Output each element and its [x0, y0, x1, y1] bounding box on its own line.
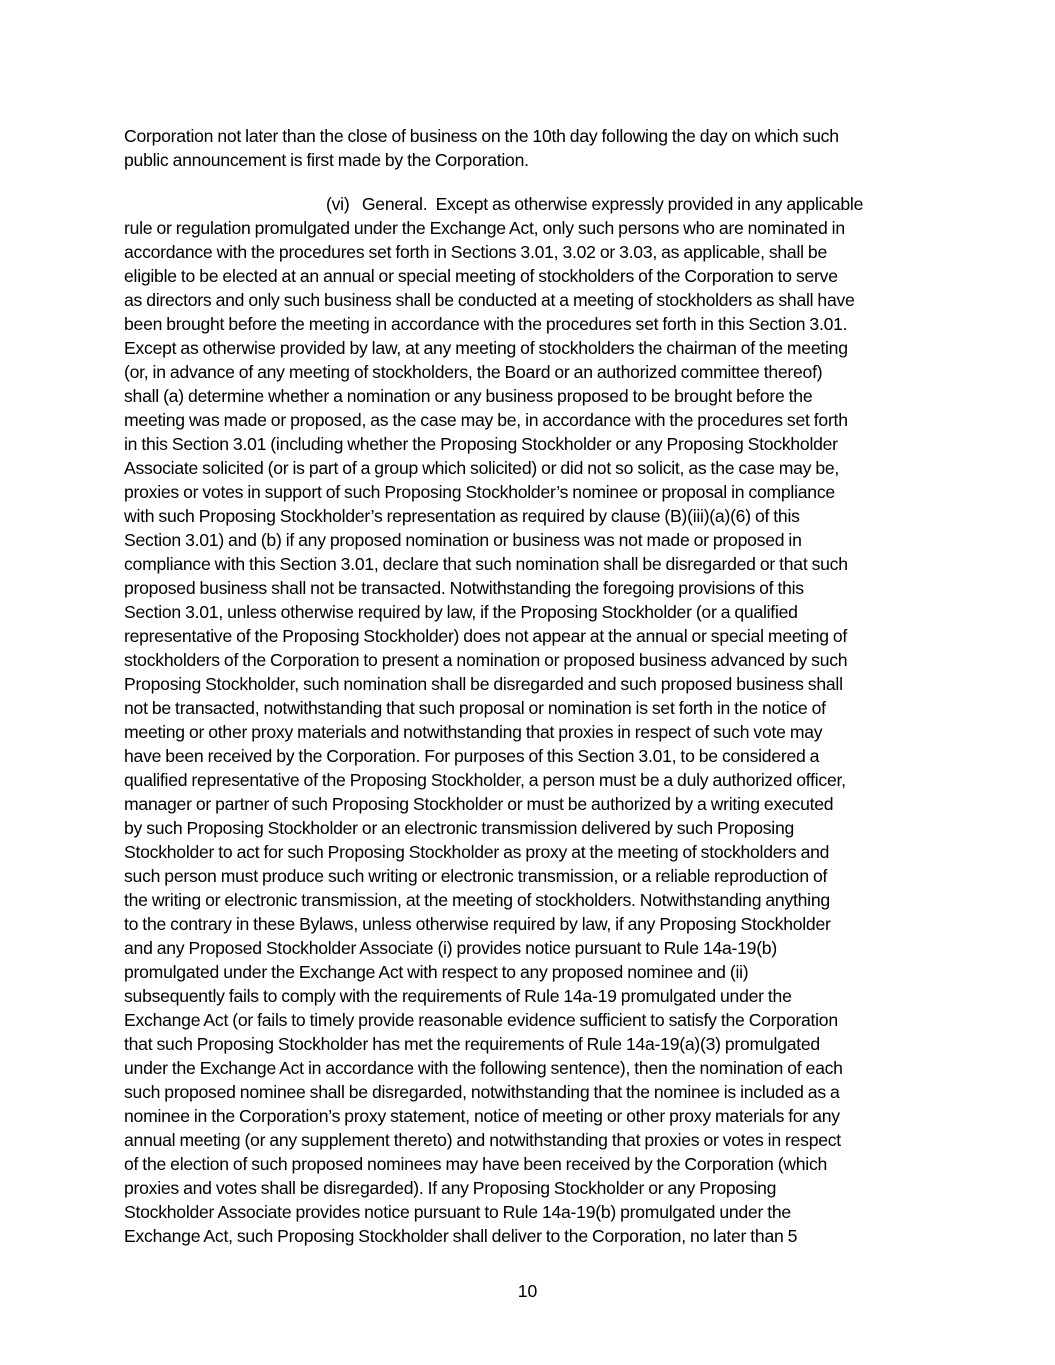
text-line: public announcement is first made by the Corporation.: [124, 150, 529, 170]
text-line: qualified representative of the Proposing Stockholder, a person must be a duly authorized officer,: [124, 770, 846, 790]
text-line: promulgated under the Exchange Act with respect to any proposed nominee and (ii): [124, 962, 749, 982]
continued-paragraph: [124, 124, 936, 172]
text-line: (or, in advance of any meeting of stockholders, the Board or an authorized committee thereof): [124, 362, 823, 382]
text-line: in this Section 3.01 (including whether the Proposing Stockholder or any Proposing Stockholder: [124, 434, 838, 454]
text-line: Exchange Act (or fails to timely provide reasonable evidence sufficient to satisfy the Corporation: [124, 1010, 838, 1030]
text-line: proxies and votes shall be disregarded). If any Proposing Stockholder or any Proposing: [124, 1178, 777, 1198]
text-line: shall (a) determine whether a nomination or any business proposed to be brought before the: [124, 386, 813, 406]
text-line: Proposing Stockholder, such nomination shall be disregarded and such proposed business shall: [124, 674, 843, 694]
text-line: subsequently fails to comply with the requirements of Rule 14a-19 promulgated under the: [124, 986, 792, 1006]
text-line: of the election of such proposed nominees may have been received by the Corporation (which: [124, 1154, 828, 1174]
text-line: have been received by the Corporation. For purposes of this Section 3.01, to be considered a: [124, 746, 820, 766]
text-line: not be transacted, notwithstanding that such proposal or nomination is set forth in the notice of: [124, 698, 826, 718]
text-line: the writing or electronic transmission, at the meeting of stockholders. Notwithstanding anything: [124, 890, 830, 910]
text-line: annual meeting (or any supplement thereto) and notwithstanding that proxies or votes in respect: [124, 1130, 841, 1150]
text-line: and any Proposed Stockholder Associate (i) provides notice pursuant to Rule 14a-19(b): [124, 938, 777, 958]
text-line: compliance with this Section 3.01, declare that such nomination shall be disregarded or that such: [124, 554, 848, 574]
text-line: to the contrary in these Bylaws, unless otherwise required by law, if any Proposing Stockholder: [124, 914, 831, 934]
text-line: with such Proposing Stockholder’s representation as required by clause (B)(iii)(a)(6) of this: [124, 506, 800, 526]
text-line: meeting was made or proposed, as the case may be, in accordance with the procedures set forth: [124, 410, 848, 430]
text-line: proposed business shall not be transacted. Notwithstanding the foregoing provisions of this: [124, 578, 804, 598]
text-line: such proposed nominee shall be disregarded, notwithstanding that the nominee is included as a: [124, 1082, 840, 1102]
section-vi-paragraph: [124, 192, 936, 1248]
text-line: such person must produce such writing or electronic transmission, or a reliable reproduction of: [124, 866, 828, 886]
text-line: Section 3.01) and (b) if any proposed nomination or business was not made or proposed in: [124, 530, 802, 550]
text-line: accordance with the procedures set forth in Sections 3.01, 3.02 or 3.03, as applicable, shall be: [124, 242, 827, 262]
text-line: Corporation not later than the close of business on the 10th day following the day on which such: [124, 126, 839, 146]
section-first-line: [124, 192, 936, 216]
text-line: manager or partner of such Proposing Stockholder or must be authorized by a writing executed: [124, 794, 834, 814]
text-line: eligible to be elected at an annual or special meeting of stockholders of the Corporation to serve: [124, 266, 838, 286]
text-line: nominee in the Corporation’s proxy statement, notice of meeting or other proxy materials for any: [124, 1106, 840, 1126]
section-body: [124, 216, 936, 1248]
text-line: Except as otherwise provided by law, at any meeting of stockholders the chairman of the meeting: [124, 338, 848, 358]
text-line: Exchange Act, such Proposing Stockholder shall deliver to the Corporation, no later than 5: [124, 1226, 798, 1246]
text-line: representative of the Proposing Stockholder) does not appear at the annual or special meeting of: [124, 626, 848, 646]
text-line: that such Proposing Stockholder has met the requirements of Rule 14a-19(a)(3) promulgated: [124, 1034, 820, 1054]
text-line: under the Exchange Act in accordance with the following sentence), then the nomination of each: [124, 1058, 843, 1078]
section-heading: General.: [361, 194, 428, 214]
text-line: Stockholder to act for such Proposing Stockholder as proxy at the meeting of stockholders and: [124, 842, 830, 862]
text-line: by such Proposing Stockholder or an electronic transmission delivered by such Proposing: [124, 818, 795, 838]
text-line: rule or regulation promulgated under the Exchange Act, only such persons who are nominated in: [124, 218, 845, 238]
text-line: stockholders of the Corporation to present a nomination or proposed business advanced by such: [124, 650, 848, 670]
text-line: meeting or other proxy materials and notwithstanding that proxies in respect of such vote may: [124, 722, 823, 742]
text-line: Section 3.01, unless otherwise required by law, if the Proposing Stockholder (or a qualified: [124, 602, 798, 622]
text-line: proxies or votes in support of such Proposing Stockholder’s nominee or proposal in compliance: [124, 482, 835, 502]
text-line: Except as otherwise expressly provided in any applicable: [435, 194, 864, 214]
section-number: (vi): [326, 194, 350, 214]
text-line: Stockholder Associate provides notice pursuant to Rule 14a-19(b) promulgated under the: [124, 1202, 791, 1222]
text-line: as directors and only such business shall be conducted at a meeting of stockholders as shall have: [124, 290, 855, 310]
text-line: been brought before the meeting in accordance with the procedures set forth in this Section 3.01.: [124, 314, 848, 334]
page-number: 10: [517, 1281, 538, 1301]
text-line: Associate solicited (or is part of a group which solicited) or did not so solicit, as the case may be,: [124, 458, 840, 478]
